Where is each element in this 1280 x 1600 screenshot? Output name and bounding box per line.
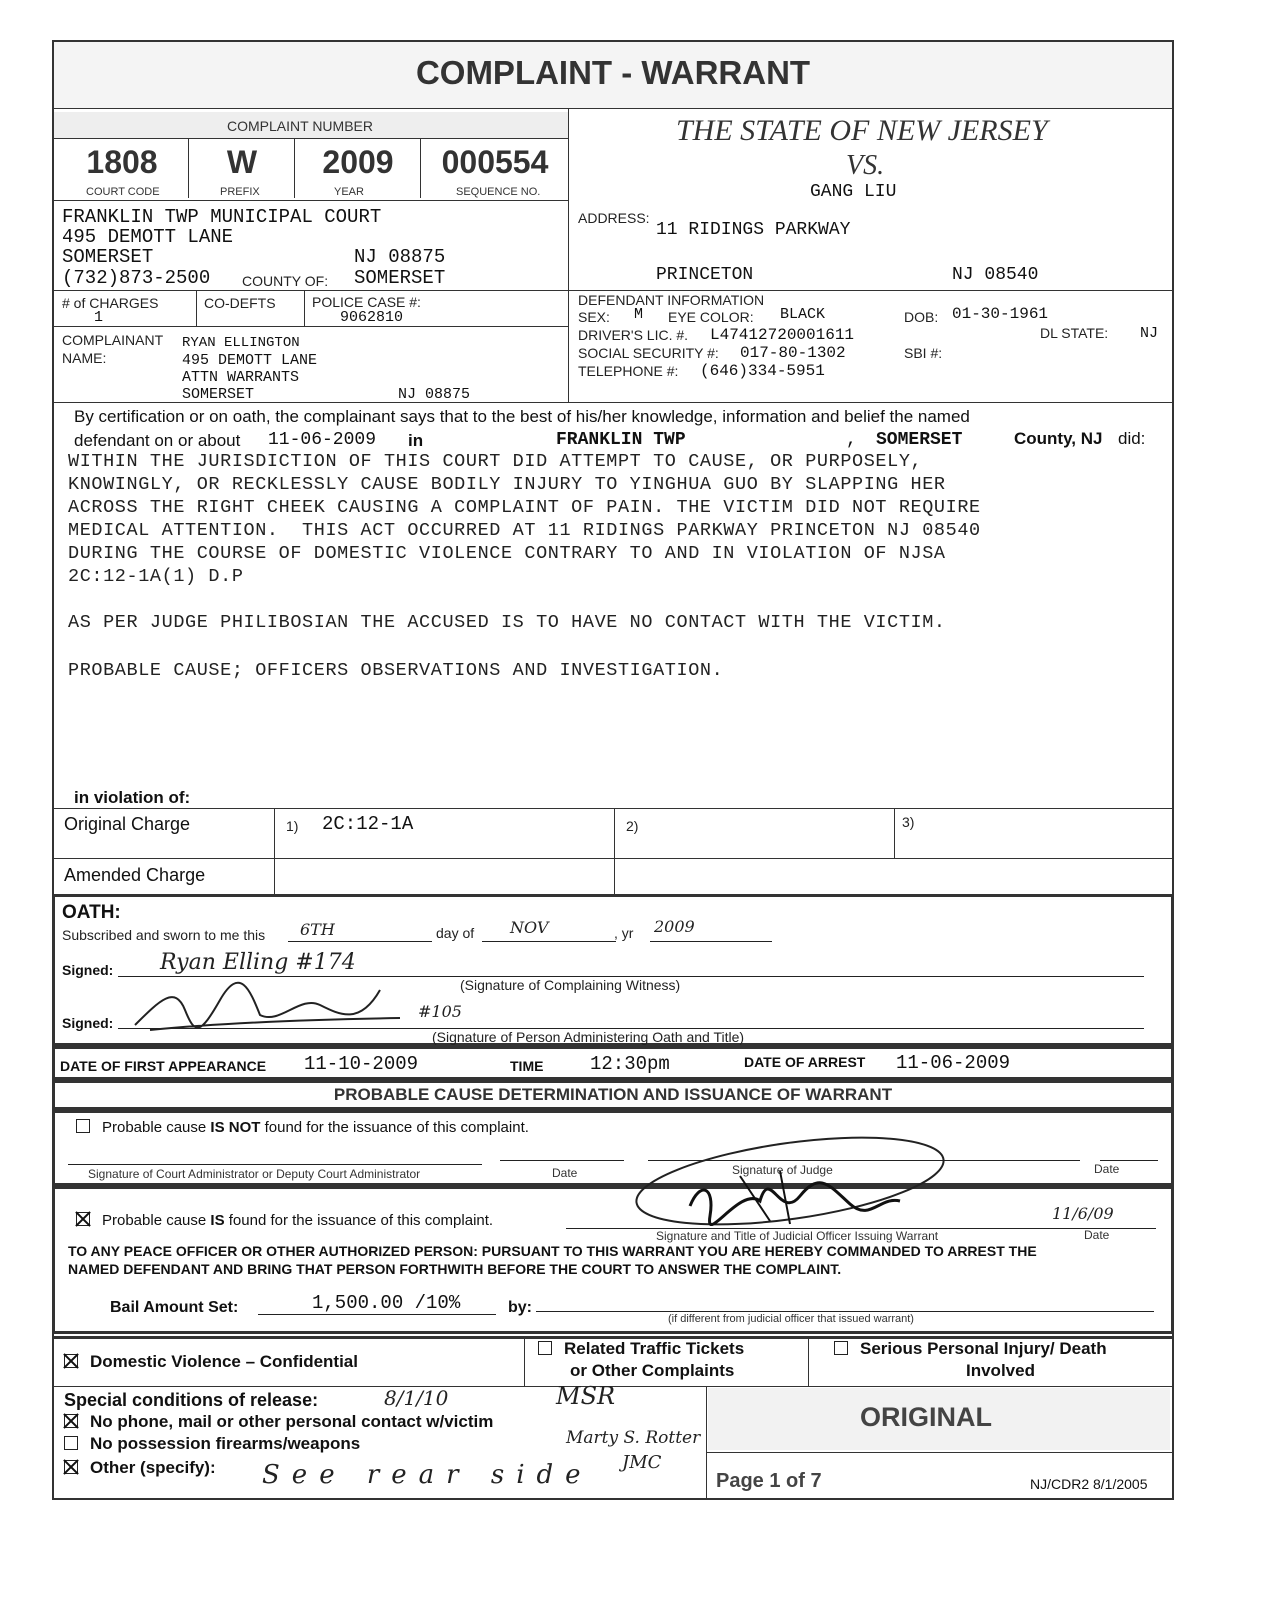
court-street: 495 DEMOTT LANE: [62, 226, 234, 248]
admin-signature-caption: Signature of Court Administrator or Deputy Court Administrator: [88, 1167, 421, 1181]
oath-label: OATH:: [62, 902, 121, 923]
court-code: 1808: [86, 144, 158, 180]
signed-label: Signed:: [62, 962, 114, 978]
admin-caption: (Signature of Person Administering Oath and Title): [432, 1029, 745, 1045]
rule: [706, 1452, 1174, 1453]
traffic-checkbox[interactable]: [538, 1341, 552, 1355]
rule: [52, 290, 1174, 291]
by-caption: (if different from judicial officer that issued warrant): [668, 1313, 914, 1325]
charge-1-number: 1): [286, 818, 299, 834]
yr-label: , yr: [614, 925, 634, 941]
date-line: [500, 1160, 624, 1161]
witness-caption: (Signature of Complaining Witness): [460, 977, 681, 993]
pc-not-found-bold: IS NOT: [210, 1119, 261, 1136]
rule: [894, 808, 895, 858]
defendant-name: GANG LIU: [810, 182, 897, 202]
defendant-street: 11 RIDINGS PARKWAY: [656, 220, 851, 240]
day-line: [288, 941, 432, 942]
narrative-line: PROBABLE CAUSE; OFFICERS OBSERVATIONS AND INVESTIGATION.: [68, 660, 724, 681]
narrative-line: 2C:12-1A(1) D.P: [68, 566, 244, 587]
probable-cause-header: PROBABLE CAUSE DETERMINATION AND ISSUANCE OF WARRANT: [333, 1085, 893, 1104]
other-specify-value: See rear side: [262, 1460, 593, 1490]
rule: [420, 138, 421, 198]
county-nj-label: County, NJ: [1014, 429, 1103, 448]
date-line: [1100, 1160, 1158, 1161]
admin-signature-badge: #105: [418, 1002, 462, 1021]
admin-signature-line: [68, 1164, 482, 1165]
traffic-label-1: Related Traffic Tickets: [564, 1339, 745, 1358]
no-firearms-label: No possession firearms/weapons: [90, 1434, 361, 1453]
injury-checkbox[interactable]: [834, 1341, 848, 1355]
complainant-attn: ATTN WARRANTS: [182, 369, 300, 386]
traffic-flag: [538, 1338, 744, 1382]
complaint-number-header: COMPLAINT NUMBER: [227, 118, 373, 134]
complainant-city: SOMERSET: [182, 386, 255, 403]
charge-3-number: 3): [902, 814, 915, 830]
charges-count: 1: [94, 309, 104, 326]
month-line: [482, 941, 616, 942]
rule: [706, 1386, 707, 1500]
certification-comma: ,: [846, 430, 857, 450]
sbi-label: SBI #:: [904, 345, 943, 361]
defendant-city: PRINCETON: [656, 265, 754, 285]
injury-flag: [834, 1338, 1107, 1382]
dl-state-value: NJ: [1140, 325, 1159, 342]
witness-signature: Ryan Elling #174: [160, 950, 356, 975]
other-condition: [64, 1458, 216, 1478]
offense-county: SOMERSET: [876, 430, 963, 450]
no-contact-condition: [64, 1412, 493, 1432]
pc-not-found-checkbox[interactable]: [76, 1119, 90, 1133]
year-line: [650, 941, 772, 942]
phone-label: TELEPHONE #:: [578, 363, 679, 379]
complainant-state-zip: NJ 08875: [398, 386, 471, 403]
injury-label-2: Involved: [966, 1361, 1035, 1380]
other-label: Other (specify):: [90, 1458, 216, 1477]
narrative-line: DURING THE COURSE OF DOMESTIC VIOLENCE CONTRARY TO AND IN VIOLATION OF NJSA: [68, 543, 946, 564]
oath-year: 2009: [654, 917, 695, 936]
year: 2009: [322, 144, 394, 180]
no-contact-checkbox[interactable]: [64, 1414, 78, 1428]
pc-found-checkbox[interactable]: [76, 1212, 90, 1226]
sex-label: SEX:: [578, 309, 610, 325]
certification-did: did:: [1118, 429, 1146, 448]
court-phone: (732)873-2500: [62, 267, 211, 289]
bail-line: [258, 1314, 496, 1315]
pc-found-text-2: found for the issuance of this complaint.: [224, 1212, 494, 1229]
judicial-caption: Signature and Title of Judicial Officer Issuing Warrant: [656, 1229, 939, 1243]
day-of-label: day of: [436, 925, 475, 941]
by-label: by:: [508, 1299, 532, 1316]
signed-label-2: Signed:: [62, 1015, 114, 1031]
rule: [808, 1336, 809, 1386]
warrant-order-line2: NAMED DEFENDANT AND BRING THAT PERSON FORTHWITH BEFORE THE COURT TO ANSWER THE COMPLAINT.: [68, 1261, 842, 1277]
original-charge-label: Original Charge: [64, 814, 191, 834]
rule: [524, 1336, 525, 1386]
time-label: TIME: [510, 1058, 544, 1074]
sworn-label: Subscribed and sworn to me this: [62, 927, 266, 943]
charge-1-statute: 2C:12-1A: [322, 813, 414, 835]
pc-not-found-text: Probable cause: [102, 1119, 211, 1136]
complainant-name-label: NAME:: [62, 350, 107, 366]
pc-found: [76, 1212, 493, 1229]
rule: [52, 138, 568, 139]
ssn-value: 017-80-1302: [740, 344, 846, 362]
form-number: NJ/CDR2 8/1/2005: [1030, 1476, 1148, 1492]
sequence-label: SEQUENCE NO.: [456, 186, 541, 198]
original-stamp: ORIGINAL: [860, 1402, 992, 1432]
narrative-line: KNOWINGLY, OR RECKLESSLY CAUSE BODILY INJURY TO YINGHUA GUO BY SLAPPING HER: [68, 474, 946, 495]
dv-checkbox[interactable]: [64, 1354, 78, 1368]
rule: [52, 108, 1174, 109]
page-indicator: Page 1 of 7: [716, 1470, 822, 1492]
offense-municipality: FRANKLIN TWP: [556, 430, 686, 450]
certification-line1: By certification or on oath, the complainant says that to the best of his/her knowledge, information and belief the named: [74, 407, 970, 426]
signer-title: JMC: [622, 1452, 662, 1473]
court-state-zip: NJ 08875: [354, 246, 446, 268]
police-case-label: POLICE CASE #:: [312, 294, 421, 310]
vs-caption: VS.: [846, 150, 885, 181]
eye-color-label: EYE COLOR:: [668, 309, 754, 325]
certification-in: in: [408, 431, 424, 450]
court-name: FRANKLIN TWP MUNICIPAL COURT: [62, 206, 382, 228]
no-contact-label: No phone, mail or other personal contact w/victim: [90, 1412, 494, 1431]
conditions-label: Special conditions of release:: [64, 1390, 319, 1410]
conditions-initials: MSR: [556, 1382, 616, 1410]
judicial-date-caption: Date: [1084, 1228, 1110, 1242]
narrative-line: WITHIN THE JURISDICTION OF THIS COURT DID ATTEMPT TO CAUSE, OR PURPOSELY,: [68, 451, 923, 472]
other-checkbox[interactable]: [64, 1460, 78, 1474]
judicial-date: 11/6/09: [1052, 1204, 1114, 1223]
date-caption: Date: [552, 1166, 578, 1180]
sequence-no: 000554: [441, 144, 549, 180]
rule: [568, 108, 569, 402]
arrest-date: 11-06-2009: [896, 1052, 1011, 1074]
dob-value: 01-30-1961: [952, 305, 1049, 323]
rule: [188, 138, 189, 198]
admin-signature-scribble: [130, 980, 430, 1040]
prefix-label: PREFIX: [220, 186, 260, 198]
address-label: ADDRESS:: [578, 210, 650, 226]
signer-name: Marty S. Rotter: [566, 1428, 701, 1448]
offense-date: 11-06-2009: [268, 430, 377, 450]
codefts-label: CO-DEFTS: [204, 295, 276, 311]
by-line: [536, 1311, 1154, 1312]
police-case-number: 9062810: [340, 309, 404, 326]
rule: [196, 290, 197, 326]
traffic-label-2: or Other Complaints: [570, 1361, 735, 1380]
rule: [614, 808, 615, 896]
state-caption: THE STATE OF NEW JERSEY: [676, 114, 1048, 147]
pc-not-found: [76, 1119, 529, 1136]
ssn-label: SOCIAL SECURITY #:: [578, 345, 719, 361]
dv-flag: [64, 1352, 358, 1372]
oath-day: 6TH: [300, 920, 335, 939]
injury-label-1: Serious Personal Injury/ Death: [860, 1339, 1107, 1358]
form-title: COMPLAINT - WARRANT: [415, 54, 811, 91]
violation-label: in violation of:: [74, 788, 191, 807]
dv-label: Domestic Violence – Confidential: [90, 1352, 358, 1371]
bail-amount: 1,500.00 /10%: [312, 1292, 461, 1314]
rule: [52, 858, 1174, 859]
date-caption-2: Date: [1094, 1162, 1120, 1176]
rule: [52, 200, 568, 201]
sex-value: M: [634, 306, 644, 323]
rule: [294, 138, 295, 198]
dl-state-label: DL STATE:: [1040, 325, 1109, 341]
court-city: SOMERSET: [62, 246, 154, 268]
pc-not-found-text-2: found for the issuance of this complaint.: [260, 1119, 529, 1136]
pc-found-bold: IS: [210, 1212, 225, 1229]
narrative-line: ACROSS THE RIGHT CHEEK CAUSING A COMPLAINT OF PAIN. THE VICTIM DID NOT REQUIRE: [68, 497, 981, 518]
prefix: W: [226, 144, 258, 180]
no-firearms-checkbox[interactable]: [64, 1436, 78, 1450]
rule: [52, 326, 568, 327]
bail-label: Bail Amount Set:: [110, 1299, 239, 1316]
county-label: COUNTY OF:: [242, 273, 329, 289]
year-label: YEAR: [334, 186, 364, 198]
oath-month: NOV: [510, 918, 549, 937]
dl-value: L47412720001611: [710, 326, 855, 344]
certification-line2-prefix: defendant on or about: [74, 431, 241, 450]
appearance-time: 12:30pm: [590, 1053, 670, 1075]
defendant-info-header: DEFENDANT INFORMATION: [578, 292, 765, 308]
court-code-label: COURT CODE: [86, 186, 160, 198]
narrative-line: MEDICAL ATTENTION. THIS ACT OCCURRED AT 11 RIDINGS PARKWAY PRINCETON NJ 08540: [68, 520, 981, 541]
defendant-state-zip: NJ 08540: [952, 265, 1039, 285]
rule: [52, 402, 1174, 403]
warrant-order-line1: TO ANY PEACE OFFICER OR OTHER AUTHORIZED PERSON: PURSUANT TO THIS WARRANT YOU ARE HEREBY COMMANDED TO ARREST THE: [68, 1243, 1037, 1259]
judge-signature-caption: Signature of Judge: [732, 1163, 833, 1177]
narrative-line: AS PER JUDGE PHILIBOSIAN THE ACCUSED IS TO HAVE NO CONTACT WITH THE VICTIM.: [68, 612, 946, 633]
court-county: SOMERSET: [354, 267, 446, 289]
charges-label: # of CHARGES: [62, 295, 159, 311]
phone-value: (646)334-5951: [700, 362, 825, 380]
rule: [52, 808, 1174, 809]
conditions-date: 8/1/10: [384, 1386, 449, 1410]
complainant-name: RYAN ELLINGTON: [182, 335, 300, 351]
pc-found-text: Probable cause: [102, 1212, 211, 1229]
charge-2-number: 2): [626, 818, 639, 834]
no-firearms-condition: [64, 1434, 360, 1454]
first-appearance-label: DATE OF FIRST APPEARANCE: [60, 1058, 267, 1074]
judge-signature-scribble: [620, 1126, 950, 1246]
eye-color-value: BLACK: [780, 306, 826, 323]
rule: [304, 290, 305, 326]
complainant-label: COMPLAINANT: [62, 332, 164, 348]
first-appearance-date: 11-10-2009: [304, 1053, 419, 1075]
amended-charge-label: Amended Charge: [64, 865, 206, 885]
dl-label: DRIVER'S LIC. #.: [578, 327, 689, 343]
rule: [274, 808, 275, 896]
arrest-date-label: DATE OF ARREST: [744, 1054, 866, 1070]
complainant-street: 495 DEMOTT LANE: [182, 352, 318, 369]
dob-label: DOB:: [904, 309, 939, 325]
